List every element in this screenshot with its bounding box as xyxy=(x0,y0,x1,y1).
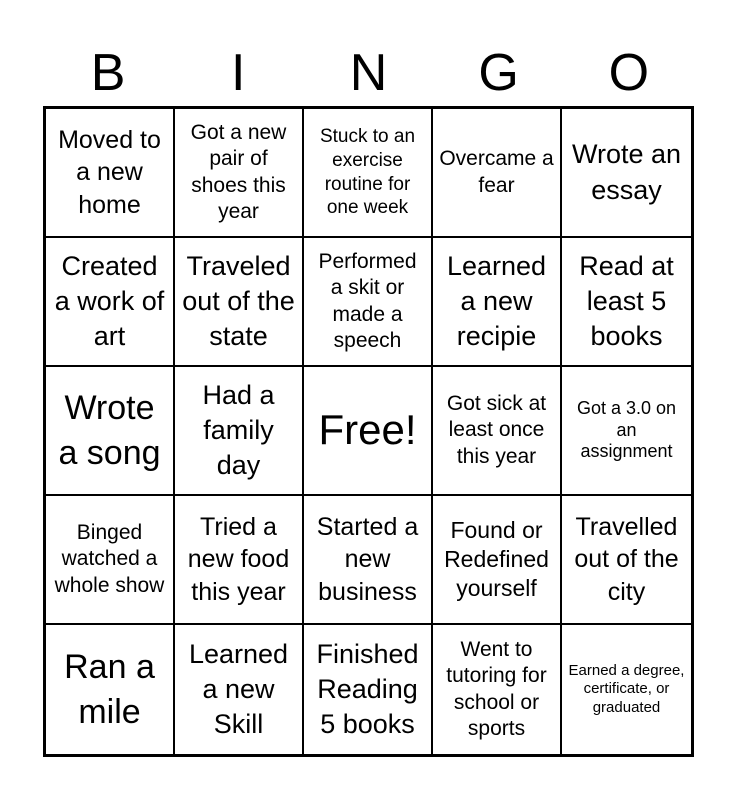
bingo-cell[interactable] xyxy=(433,238,562,367)
bingo-cell-text: Got a 3.0 on an assignment xyxy=(576,398,677,462)
bingo-cell-text: Started a new business xyxy=(316,512,419,606)
bingo-cell[interactable] xyxy=(46,367,175,496)
bingo-cell-text: Traveled out of the state xyxy=(182,250,295,352)
bingo-cell-text: Got sick at least once this year xyxy=(446,392,547,468)
bingo-cell[interactable] xyxy=(46,625,175,754)
bingo-card-grid xyxy=(43,106,694,757)
bingo-cell[interactable] xyxy=(175,496,304,625)
bingo-cell-text: Wrote a song xyxy=(58,389,161,472)
bingo-cell[interactable] xyxy=(175,238,304,367)
free-space-text: Free! xyxy=(318,406,417,454)
bingo-cell[interactable] xyxy=(304,496,433,625)
bingo-cell-text: Finished Reading 5 books xyxy=(316,638,419,740)
header-letter-i: I xyxy=(231,44,246,102)
bingo-cell-text: Tried a new food this year xyxy=(187,512,290,606)
bingo-cell[interactable] xyxy=(562,238,691,367)
bingo-cell[interactable] xyxy=(562,625,691,754)
bingo-cell-text: Had a family day xyxy=(202,379,275,481)
bingo-cell[interactable] xyxy=(175,625,304,754)
bingo-cell-text: Learned a new recipie xyxy=(446,250,547,352)
bingo-cell-text: Moved to a new home xyxy=(58,125,161,219)
bingo-cell-text: Overcame a fear xyxy=(439,147,554,197)
header-letter-b: B xyxy=(90,44,126,102)
header-letter-o: O xyxy=(608,44,650,102)
bingo-cell[interactable] xyxy=(433,367,562,496)
bingo-cell[interactable] xyxy=(433,496,562,625)
bingo-cell-text: Earned a degree, certificate, or graduated xyxy=(568,662,685,716)
bingo-cell-text: Travelled out of the city xyxy=(574,512,679,606)
bingo-cell[interactable] xyxy=(46,238,175,367)
bingo-cell[interactable] xyxy=(175,109,304,238)
free-space-cell[interactable] xyxy=(304,367,433,496)
bingo-cell[interactable] xyxy=(46,109,175,238)
bingo-cell-text: Learned a new Skill xyxy=(188,638,289,740)
bingo-cell-text: Binged watched a whole show xyxy=(54,521,165,597)
bingo-cell-text: Ran a mile xyxy=(64,648,155,731)
bingo-cell[interactable] xyxy=(562,109,691,238)
bingo-cell-text: Wrote an essay xyxy=(571,139,682,205)
bingo-cell-text: Got a new pair of shoes this year xyxy=(190,121,287,223)
header-letter-g: G xyxy=(478,44,519,102)
bingo-cell[interactable] xyxy=(175,367,304,496)
bingo-cell[interactable] xyxy=(304,109,433,238)
bingo-cell[interactable] xyxy=(304,625,433,754)
bingo-cell-text: Went to tutoring for school or sports xyxy=(446,638,547,740)
bingo-cell[interactable] xyxy=(46,496,175,625)
bingo-header xyxy=(43,40,694,106)
bingo-cell[interactable] xyxy=(433,625,562,754)
bingo-cell-text: Stuck to an exercise routine for one week xyxy=(319,126,416,219)
header-letter-n: N xyxy=(349,44,388,102)
bingo-cell-text: Performed a skit or made a speech xyxy=(318,250,417,352)
bingo-cell-text: Found or Redefined yourself xyxy=(444,517,549,601)
bingo-cell[interactable] xyxy=(304,238,433,367)
bingo-cell[interactable] xyxy=(562,496,691,625)
bingo-cell[interactable] xyxy=(433,109,562,238)
bingo-cell[interactable] xyxy=(562,367,691,496)
bingo-cell-text: Created a work of art xyxy=(54,250,165,352)
bingo-cell-text: Read at least 5 books xyxy=(579,250,674,352)
